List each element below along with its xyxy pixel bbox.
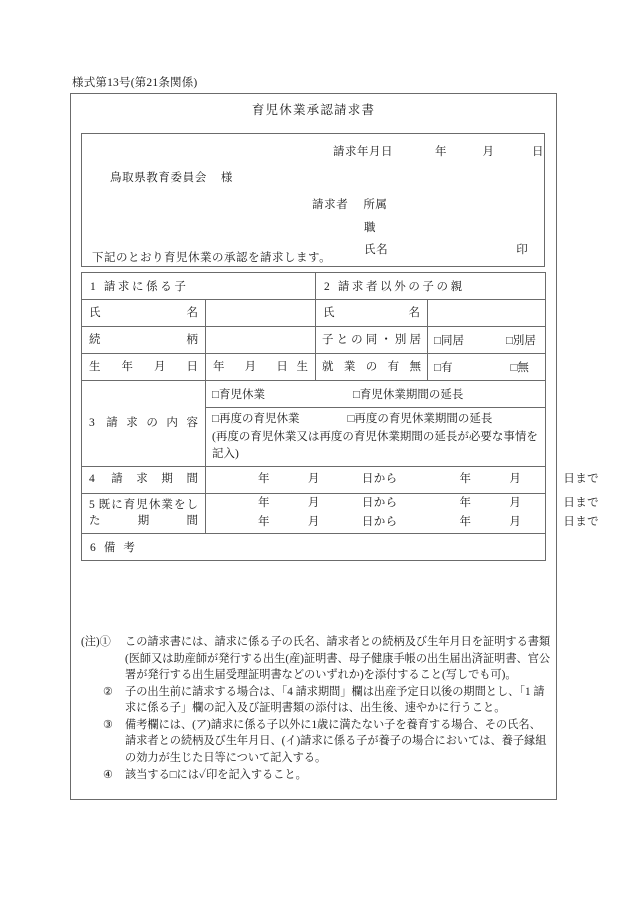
birthdate-input[interactable]	[206, 354, 316, 381]
note-1-number: ①	[99, 636, 111, 648]
section6-remarks-cell[interactable]	[82, 534, 546, 561]
relation-input[interactable]	[206, 327, 316, 354]
section3-options-row1	[206, 381, 546, 408]
section6-heading: 6 備 考	[90, 542, 138, 555]
section3-note: (再度の育児休業又は再度の育児休業期間の延長が必要な事情を記入)	[212, 431, 538, 461]
child-name-value	[206, 305, 218, 321]
section5-line2-day-to: 日まで	[563, 516, 600, 529]
note-2-mark: ②	[103, 685, 114, 698]
section3-options-line2	[206, 408, 545, 428]
checkbox-employed-yes[interactable]: □有	[434, 362, 453, 374]
table-row-section6	[82, 534, 546, 561]
note-item-1	[81, 634, 551, 684]
section5-line2-year-to: 年	[459, 516, 472, 529]
section5-line1-year-from: 年	[258, 496, 270, 509]
section5-date-range-2	[206, 513, 600, 533]
cohabit-options	[428, 330, 545, 350]
section5-date-range-1	[206, 494, 600, 514]
parent-name-label: 氏 名	[323, 306, 420, 319]
section4-heading: 4 請求期間	[89, 473, 198, 486]
section3-options-line1	[206, 384, 545, 404]
note-item-2	[81, 684, 551, 717]
section5-line1-month-from: 月	[307, 496, 320, 509]
notes-block	[81, 634, 551, 783]
note-3-mark: ③	[103, 718, 114, 731]
section4-day-to: 日まで	[563, 472, 600, 485]
checkbox-childcare-leave-extension[interactable]: □育児休業期間の延長	[352, 389, 464, 401]
note-2-text: 子の出生前に請求する場合は、「4 請求期間」欄は出産予定日以後の期間とし、「1 請求に係る子」欄の記入及び証明書類の添付は、出生後、速やかに行うこと。	[125, 685, 545, 715]
parent-name-input[interactable]	[428, 300, 546, 327]
notes-prefix: (注)	[81, 636, 100, 648]
checkbox-childcare-leave[interactable]: □育児休業	[212, 389, 265, 401]
checkbox-repeat-childcare-leave-extension[interactable]: □再度の育児休業期間の延長	[347, 413, 493, 425]
section4-month-to: 月	[509, 472, 522, 485]
employment-label: 就 業 の 有 無	[322, 360, 421, 373]
section5-heading: 5 既に育児休業をした期間	[89, 498, 198, 528]
note-3-text: 備考欄には、(ア)請求に係る子以外に1歳に満たない子を養育する場合、その氏名、請求者との続柄及び生年月日、(イ)請求に係る子が養子の場合においては、養子縁組の効力が生じた日等について記入する。	[125, 718, 547, 765]
claimant-label: 請求者	[312, 199, 349, 211]
form-table	[81, 272, 600, 561]
section4-heading-cell	[82, 466, 206, 493]
intro-sentence: 下記のとおり育児休業の承認を請求します。	[92, 252, 332, 264]
cohabit-label: 子との同・別居	[322, 333, 421, 346]
note-item-4	[81, 767, 551, 784]
header-block	[81, 133, 545, 267]
request-date-line	[333, 143, 544, 159]
section4-date-range	[206, 470, 600, 490]
employment-label-cell	[316, 354, 428, 381]
child-name-label: 氏 名	[89, 306, 198, 319]
request-date-month: 月	[482, 146, 494, 158]
section4-period-cell[interactable]	[206, 466, 600, 493]
section5-line2-day-from: 日から	[361, 516, 398, 529]
addressee-name: 鳥取県教育委員会	[110, 172, 207, 184]
note-item-3	[81, 717, 551, 767]
note-1-mark	[81, 634, 125, 651]
request-date-label: 請求年月日	[333, 146, 393, 158]
employment-options-cell	[428, 354, 546, 381]
table-row-section-headings	[82, 273, 546, 300]
checkbox-cohabit-separate[interactable]: □別居	[505, 335, 536, 347]
section5-line2-year-from: 年	[258, 516, 270, 529]
section5-line1-day-from: 日から	[361, 496, 398, 509]
table-row-name	[82, 300, 546, 327]
section1-heading: 1 請求に係る子	[90, 281, 189, 293]
section4-year-to: 年	[459, 472, 472, 485]
cohabit-label-cell	[316, 327, 428, 354]
section5-line2-month-to: 月	[509, 516, 522, 529]
section5-line2-month-from: 月	[307, 516, 320, 529]
birthdate-label-cell	[82, 354, 206, 381]
addressee-honorific: 様	[220, 172, 233, 184]
section2-heading: 2 請求者以外の子の親	[324, 281, 465, 293]
checkbox-cohabit-together[interactable]: □同居	[434, 335, 464, 347]
request-date-year: 年	[435, 146, 447, 158]
parent-name-value	[428, 305, 440, 321]
table-row-section3-first	[82, 381, 546, 408]
child-name-input[interactable]	[206, 300, 316, 327]
section5-line1-year-to: 年	[459, 496, 472, 509]
addressee-line	[110, 169, 233, 185]
note-4-mark: ④	[103, 768, 114, 781]
name-label: 氏名	[364, 244, 389, 256]
form-number: 様式第13号(第21条関係)	[72, 77, 198, 89]
section5-heading-cell	[82, 493, 206, 534]
note-1-text: この請求書には、請求に係る子の氏名、請求者との続柄及び生年月日を証明する書類(医師又は助産師が発行する出生(産)証明書、母子健康手帳の出生届出済証明書、官公署が発行する出生届受理証明書などのいずれか)を添付すること(写しでも可)。	[125, 636, 551, 682]
birthdate-label: 生 年 月 日	[89, 360, 198, 373]
section4-month-from: 月	[307, 472, 320, 485]
table-row-section5	[82, 493, 546, 534]
section5-line1-day-to: 日まで	[563, 496, 600, 509]
section2-heading-cell	[316, 273, 546, 300]
section4-year-from: 年	[258, 472, 270, 485]
child-name-label-cell	[82, 300, 206, 327]
section5-period-cell[interactable]	[206, 493, 600, 534]
section4-day-from: 日から	[361, 472, 398, 485]
note-4-text: 該当する□には✓印を記入すること。	[125, 768, 307, 781]
section3-heading: 3 請求の内容	[89, 416, 198, 429]
relation-label-cell	[82, 327, 206, 354]
page-title: 育児休業承認請求書	[251, 103, 376, 117]
relation-label: 続 柄	[89, 333, 198, 346]
parent-name-label-cell	[316, 300, 428, 327]
section3-heading-cell	[82, 381, 206, 467]
claimant-affiliation-line	[312, 196, 388, 212]
birthdate-value: 年 月 日生	[213, 360, 308, 373]
table-row-section4	[82, 466, 546, 493]
employment-options	[428, 357, 545, 377]
cohabit-options-cell	[428, 327, 546, 354]
position-label: 職	[364, 222, 377, 234]
table-row-birthdate	[82, 354, 546, 381]
relation-value	[206, 332, 218, 348]
section1-heading-cell	[82, 273, 316, 300]
section3-options-row2	[206, 408, 546, 467]
claimant-name-line	[364, 241, 528, 257]
affiliation-label: 所属	[363, 199, 388, 211]
section5-line1-month-to: 月	[509, 496, 522, 509]
table-row-relation	[82, 327, 546, 354]
checkbox-employed-no[interactable]: □無	[510, 362, 529, 374]
checkbox-repeat-childcare-leave[interactable]: □再度の育児休業	[212, 413, 300, 425]
seal-label: 印	[516, 244, 529, 256]
request-date-day: 日	[532, 146, 544, 158]
